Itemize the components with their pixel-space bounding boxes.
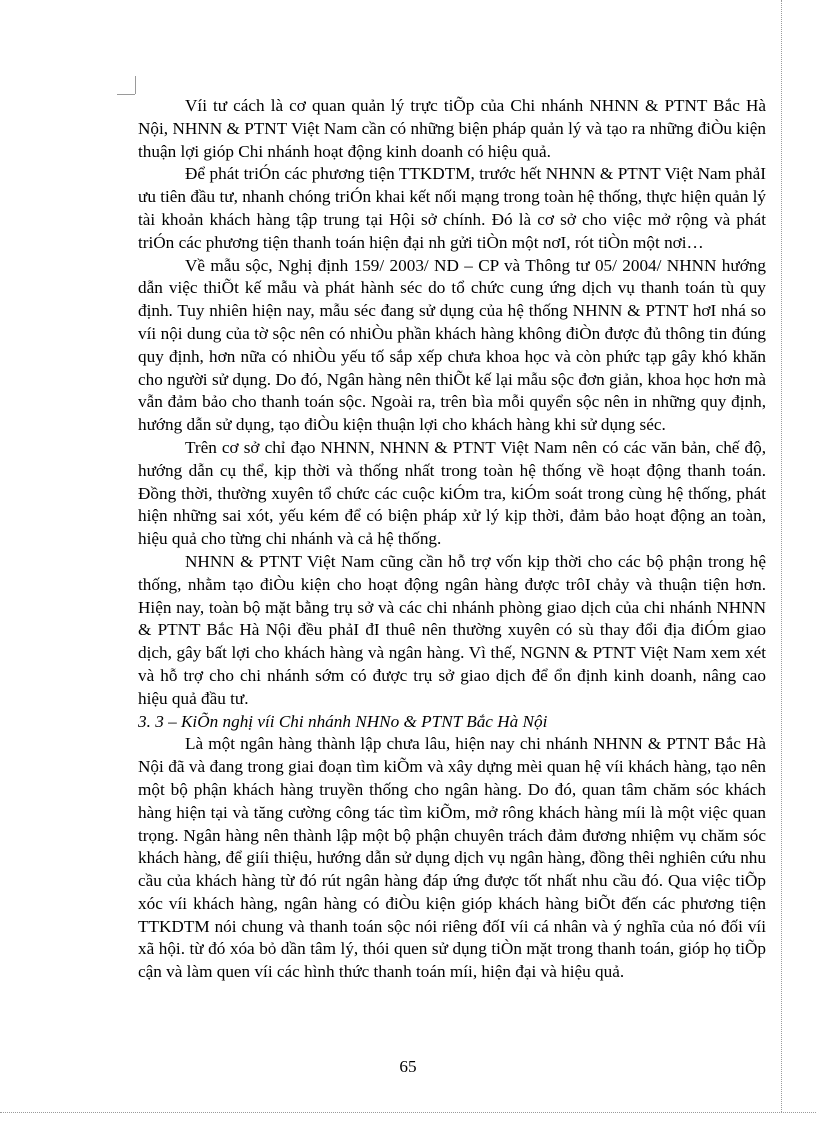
page-border-bottom [0,1112,816,1113]
section-heading: 3. 3 – KiÕn nghị víi Chi nhánh NHNo & PTNT Bắc Hà Nội [138,711,548,731]
paragraph: Là một ngân hàng thành lập chưa lâu, hiện nay chi nhánh NHNN & PTNT Bắc Hà Nội đã và đang trong giai đoạn tìm kiÕm và xây dựng mèi quan hệ víi khách hàng, tạo nên một bộ phận khách hàng truyền thống cho ngân hàng. Do đó, quan tâm chăm sóc khách hàng hiện tại và tăng cường công tác tìm kiÕm, mở rông khách hàng míi là một việc quan trọng. Ngân hàng nên thành lập một bộ phận chuyên trách đảm đương nhiệm vụ chăm sóc khách hàng, để giíi thiệu, hướng dẫn sử dụng dịch vụ ngân hàng, đồng thêi nghiên cứu nhu cầu của khách hàng từ đó rút ngân hàng đáp ứng được tốt nhất nhu cầu đó. Qua việc tiÕp xóc víi khách hàng, ngân hàng có điÒu kiện gióp khách hàng biÕt đến các phương tiện TTKDTM nói chung và thanh toán sộc nói riêng đốI víi cá nhân và ý nghĩa của nó đối víi xã hội. từ đó xóa bỏ dần tâm lý, thói quen sử dụng tiÒn mặt trong thanh toán, gióp họ tiÕp cận và làm quen víi các hình thức thanh toán míi, hiện đại và hiệu quả. [138,734,766,982]
paragraph: NHNN & PTNT Việt Nam cũng cần hỗ trợ vốn kịp thời cho các bộ phận trong hệ thống, nhằm tạo điÒu kiện cho hoạt động ngân hàng được trôI chảy và thuận tiện hơn. Hiện nay, toàn bộ mặt bằng trụ sở và các chi nhánh phòng giao dịch của chi nhánh NHNN & PTNT Bắc Hà Nội đều phảI đI thuê nên thường xuyên có sù thay đổi địa điÓm giao dịch, gây bất lợi cho khách hàng và ngân hàng. Vì thế, NGNN & PTNT Việt Nam xem xét và hỗ trợ cho chi nhánh sớm có được trụ sở giao dịch để ổn định kinh doanh, nâng cao hiệu quả đầu tư. [138,551,766,708]
page-number: 65 [399,1057,417,1076]
paragraph: Về mẫu sộc, Nghị định 159/ 2003/ ND – CP và Thông tư 05/ 2004/ NHNN hướng dẫn việc thiÕt kế mẫu và phát hành séc do tổ chức cung ứng dịch vụ thanh toán tù quy định. Tuy nhiên hiện nay, mẫu séc đang sử dụng của hệ thống NHNN & PTNT hơI nhá so víi nội dung của tờ sộc nên có nhiÒu phần khách hàng không điÒn được đủ thông tin đúng quy định, hơn nữa có nhiÒu yếu tố sắp xếp chưa khoa học và còn phức tạp gây khó khăn cho người sử dụng. Do đó, Ngân hàng nên thiÕt kế lại mẫu sộc đơn giản, khoa học hơn mà vẫn đảm bảo cho thanh toán sộc. Ngoài ra, trên bìa mỗi quyển sộc nên in những quy định, hướng dẫn sử dụng, tạo điÒu kiện thuận lợi cho khách hàng khi sử dụng séc. [138,255,766,435]
page-border-right [781,0,782,1112]
paragraph: Trên cơ sở chỉ đạo NHNN, NHNN & PTNT Việt Nam nên có các văn bản, chế độ, hướng dẫn cụ thể, kịp thời và thống nhất trong toàn hệ thống về hoạt động thanh toán. Đồng thời, thường xuyên tổ chức các cuộc kiÓm tra, kiÓm soát trong cùng hệ thống, phát hiện những sai xót, yếu kém để có biện pháp xử lý kịp thời, đảm bảo hoạt động an toàn, hiệu quả cho từng chi nhánh và cả hệ thống. [138,437,766,549]
body-text [138,95,766,984]
paragraph: Để phát triÓn các phương tiện TTKDTM, trước hết NHNN & PTNT Việt Nam phảI ưu tiên đầu tư, nhanh chóng triÓn khai kết nối mạng trong toàn hệ thống, thực hiện quản lý tài khoản khách hàng tập trung tại Hội sở chính. Đó là cơ sở cho việc mở rộng và phát triÓn các phương tiện thanh toán hiện đại nh gửi tiÒn một nơI, rót tiÒn một nơi… [138,164,766,252]
margin-corner-mark [117,94,135,95]
margin-corner-mark [135,76,136,94]
paragraph: Víi tư cách là cơ quan quản lý trực tiÕp của Chi nhánh NHNN & PTNT Bắc Hà Nội, NHNN & PTNT Việt Nam cần có những biện pháp quản lý và tạo ra những điÒu kiện thuận lợi gióp Chi nhánh hoạt động kinh doanh có hiệu quả. [138,96,766,161]
